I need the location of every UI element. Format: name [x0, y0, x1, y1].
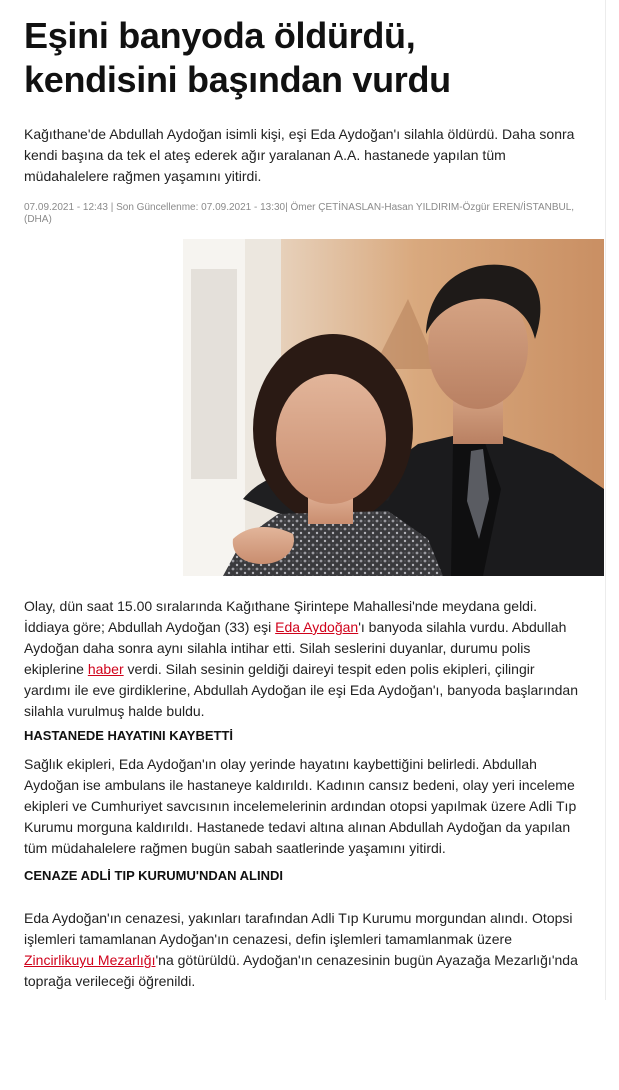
photo-window-pane — [191, 269, 237, 479]
photo-woman-face — [276, 374, 386, 504]
paragraph-1-text-b: 'ı banyoda silahla vurdu. Abdullah Aydoğan daha sonra aynı silahla intihar etti. Silah seslerini duyanlar, durumu polis ekiplerine — [24, 619, 567, 677]
tag-link-haber[interactable]: haber — [87, 661, 124, 677]
tag-link-zincirlikuyu-mezarligi[interactable]: Zincirlikuyu Mezarlığı — [24, 952, 156, 968]
article-paragraph-3 — [24, 908, 584, 992]
article-title-line-1: Eşini banyoda öldürdü, — [24, 15, 416, 56]
paragraph-1-text-c: verdi. Silah sesinin geldiği daireyi tespit eden polis ekipleri, çilingir yardımı ile eve girdiklerine, Abdullah Aydoğan ile eşi Eda Aydoğan'ı, banyoda başlarından silahla vurulmuş halde buldu. — [24, 661, 578, 719]
article-photo — [183, 239, 604, 576]
paragraph-1-text-a: Olay, dün saat 15.00 sıralarında Kağıthane Şirintepe Mahallesi'nde meydana geldi. İddiaya göre; Abdullah Aydoğan (33) eşi — [24, 598, 537, 635]
tag-link-eda-aydogan[interactable]: Eda Aydoğan — [275, 619, 359, 635]
paragraph-3-text-a: Eda Aydoğan'ın cenazesi, yakınları tarafından Adli Tıp Kurumu morgundan alındı. Otopsi işlemleri tamamlanan Aydoğan'ın cenazesi, defin işlemleri tamamlanmak üzere — [24, 910, 573, 947]
article-title — [24, 14, 584, 102]
section-heading-hospital: HASTANEDE HAYATINI KAYBETTİ — [24, 728, 233, 743]
article-paragraph-1 — [24, 596, 584, 722]
article-spot: Kağıthane'de Abdullah Aydoğan isimli kişi, eşi Eda Aydoğan'ı silahla öldürdü. Daha sonra kendi başına da tek el ateş ederek ağır yaralanan A.A. hastanede yapılan tüm müdahalelere rağmen yaşamını yitirdi. — [24, 126, 575, 184]
section-heading-funeral: CENAZE ADLİ TIP KURUMU'NDAN ALINDI — [24, 868, 283, 883]
article-paragraph-2: Sağlık ekipleri, Eda Aydoğan'ın olay yerinde hayatını kaybettiğini belirledi. Abdullah Aydoğan ise ambulans ile hastaneye kaldırıldı. Kadının cansız bedeni, olay yeri inceleme ekipleri ve Cumhuriyet savcısının incelemelerinin ardından otopsi yapılmak üzere Adli Tıp Kurumu morguna kaldırıldı. Hastanede tedavi altına alınan Abdullah Aydoğan da yapılan tüm müdahalelere rağmen bugün sabah saatlerinde yaşamını yitirdi. — [24, 756, 577, 856]
article-title-line-2: kendisini başından vurdu — [24, 59, 451, 100]
paragraph-3-text-b: 'na götürüldü. Aydoğan'ın cenazesinin bugün Ayazağa Mezarlığı'nda toprağa verileceği öğrenildi. — [24, 952, 578, 989]
article-meta: 07.09.2021 - 12:43 | Son Güncellenme: 07.09.2021 - 13:30| Ömer ÇETİNASLAN-Hasan YILDIRIM-Özgür EREN/İSTANBUL, (DHA) — [24, 202, 575, 225]
